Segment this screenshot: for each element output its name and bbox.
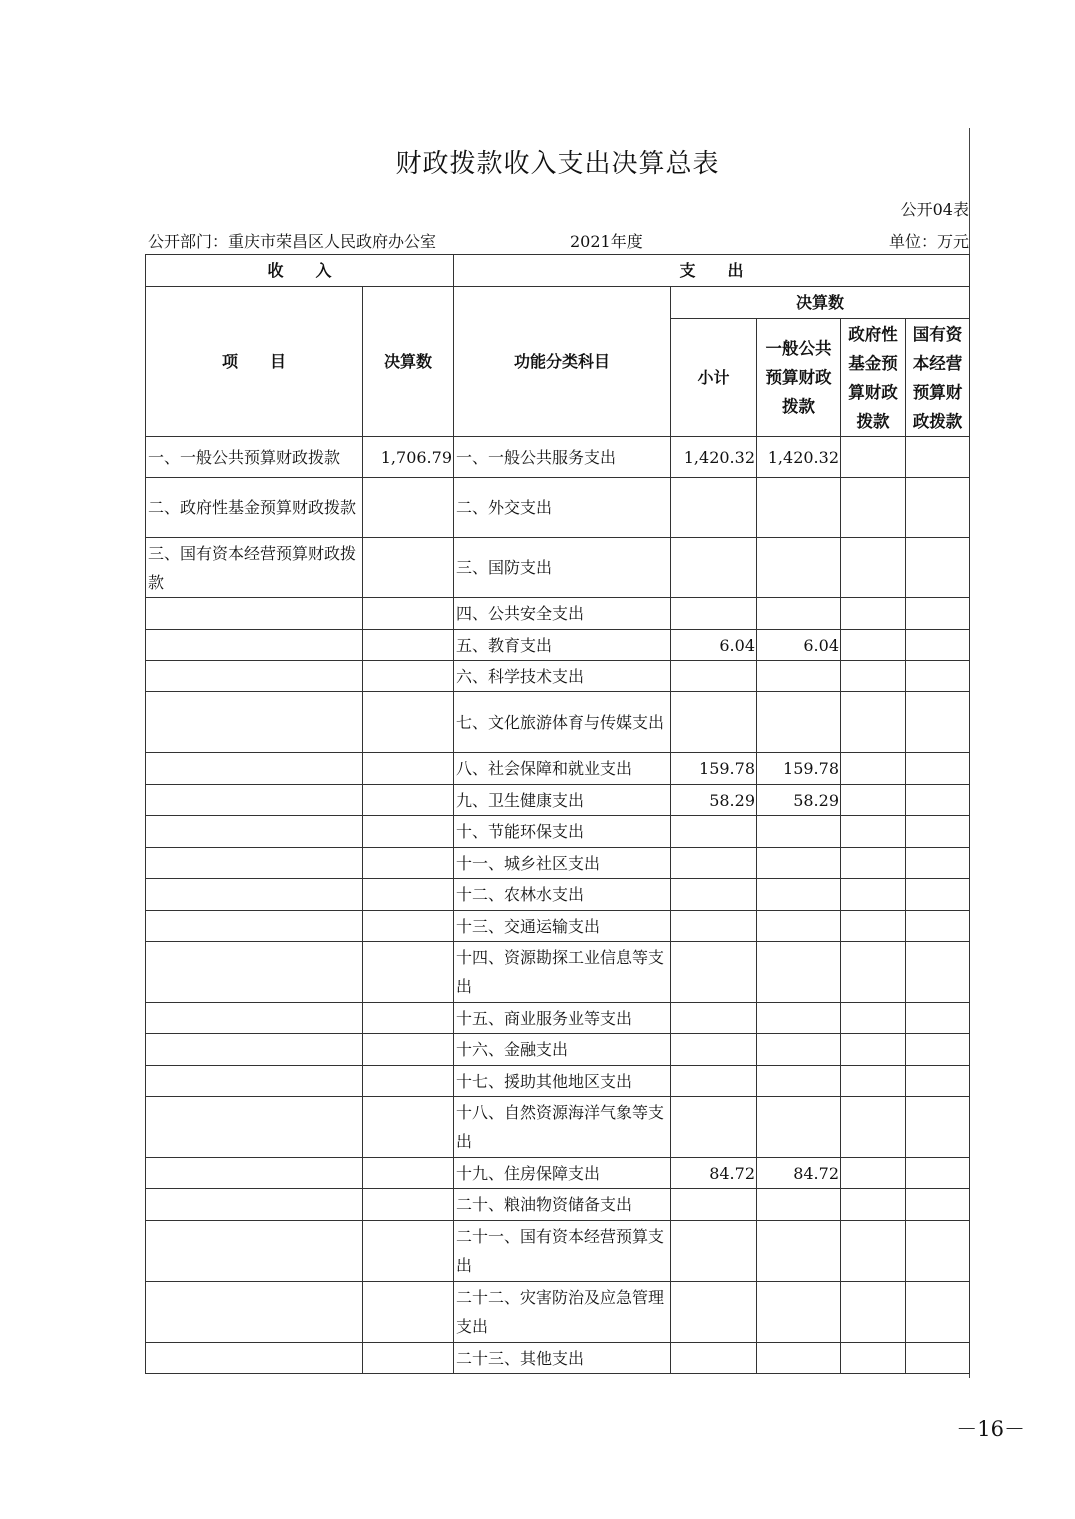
func-category-cell: 十、节能环保支出 [454,816,671,848]
subtotal-cell [671,538,757,598]
page-number: －16－ [956,1417,1025,1441]
table-row [146,1282,970,1343]
gov-fund-cell [841,848,906,879]
state-capital-cell [906,879,970,911]
func-category-cell: 十四、资源勘探工业信息等支出 [454,942,671,1003]
table-row [146,1189,970,1221]
gov-fund-cell [841,1158,906,1189]
amount-header: 决算数 [363,287,454,437]
gov-fund-cell [841,437,906,478]
subtotal-cell [671,1343,757,1374]
general-budget-cell: 159.78 [757,753,841,785]
subtotal-cell [671,1189,757,1221]
subtotal-cell [671,1097,757,1158]
state-capital-cell [906,848,970,879]
income-amount-cell [363,753,454,785]
income-item-cell [146,911,363,942]
table-row [146,478,970,538]
table-row [146,1343,970,1374]
gov-fund-cell [841,1097,906,1158]
func-category-cell: 七、文化旅游体育与传媒支出 [454,692,671,753]
income-item-cell [146,942,363,1003]
subtotal-cell: 58.29 [671,785,757,816]
table-row [146,848,970,879]
income-amount-cell [363,1158,454,1189]
state-capital-cell [906,1343,970,1374]
general-budget-cell: 1,420.32 [757,437,841,478]
subtotal-cell: 1,420.32 [671,437,757,478]
table-row [146,692,970,753]
state-capital-cell [906,692,970,753]
state-capital-cell [906,1034,970,1066]
subtotal-cell [671,848,757,879]
state-capital-cell [906,1003,970,1034]
income-amount-cell [363,1343,454,1374]
income-amount-cell [363,598,454,630]
income-item-cell [146,1343,363,1374]
department-label: 公开部门：重庆市荣昌区人民政府办公室 [148,232,437,251]
func-category-cell: 八、社会保障和就业支出 [454,753,671,785]
table-row [146,785,970,816]
general-budget-cell [757,1189,841,1221]
func-category-cell: 二、外交支出 [454,478,671,538]
state-capital-cell [906,1282,970,1343]
income-amount-cell: 1,706.79 [363,437,454,478]
income-amount-cell [363,478,454,538]
income-amount-cell [363,848,454,879]
income-amount-cell [363,1097,454,1158]
general-budget-cell [757,1343,841,1374]
income-item-cell [146,1282,363,1343]
unit-label: 单位：万元 [888,232,969,251]
income-amount-cell [363,879,454,911]
func-category-cell: 二十、粮油物资储备支出 [454,1189,671,1221]
table-row [146,598,970,630]
table-row [146,1003,970,1034]
general-budget-cell [757,1066,841,1097]
general-budget-cell [757,1221,841,1282]
income-item-cell [146,1003,363,1034]
table-row [146,911,970,942]
table-row [146,753,970,785]
state-capital-cell [906,942,970,1003]
gov-fund-cell [841,661,906,692]
state-capital-cell [906,1066,970,1097]
gov-fund-cell [841,816,906,848]
income-item-cell [146,1066,363,1097]
income-amount-cell [363,1221,454,1282]
general-budget-header: 一般公共预算财政拨款 [757,319,841,437]
state-capital-cell [906,598,970,630]
general-budget-cell [757,942,841,1003]
state-capital-cell [906,437,970,478]
general-budget-cell [757,911,841,942]
table-row [146,1097,970,1158]
subtotal-cell: 6.04 [671,630,757,661]
item-header: 项 目 [146,287,363,437]
subtotal-cell [671,816,757,848]
general-budget-cell: 6.04 [757,630,841,661]
income-item-cell [146,1189,363,1221]
gov-fund-cell [841,1034,906,1066]
func-category-cell: 三、国防支出 [454,538,671,598]
subtotal-cell [671,598,757,630]
income-amount-cell [363,538,454,598]
state-capital-cell [906,661,970,692]
income-item-cell [146,1158,363,1189]
income-item-cell [146,692,363,753]
table-row [146,538,970,598]
general-budget-cell [757,816,841,848]
income-amount-cell [363,785,454,816]
gov-fund-cell [841,692,906,753]
subtotal-cell [671,942,757,1003]
table-row [146,1158,970,1189]
income-item-cell [146,1097,363,1158]
income-item-cell [146,1034,363,1066]
income-item-cell [146,816,363,848]
income-amount-cell [363,1066,454,1097]
gov-fund-cell [841,785,906,816]
func-category-cell: 二十二、灾害防治及应急管理支出 [454,1282,671,1343]
general-budget-cell [757,1034,841,1066]
state-capital-cell [906,1097,970,1158]
func-category-header: 功能分类科目 [454,287,671,437]
func-category-cell: 十六、金融支出 [454,1034,671,1066]
subtotal-header: 小计 [671,319,757,437]
income-amount-cell [363,911,454,942]
final-amount-header: 决算数 [671,287,970,319]
income-item-cell [146,661,363,692]
general-budget-cell: 84.72 [757,1158,841,1189]
func-category-cell: 十五、商业服务业等支出 [454,1003,671,1034]
table-row [146,942,970,1003]
table-row [146,630,970,661]
general-budget-cell [757,692,841,753]
subtotal-cell [671,661,757,692]
state-capital-cell [906,1189,970,1221]
general-budget-cell [757,1003,841,1034]
general-budget-cell [757,661,841,692]
gov-fund-cell [841,1066,906,1097]
state-capital-cell [906,1221,970,1282]
income-item-cell [146,753,363,785]
gov-fund-cell [841,753,906,785]
subtotal-cell [671,879,757,911]
income-amount-cell [363,1282,454,1343]
state-capital-cell [906,1158,970,1189]
general-budget-cell [757,1282,841,1343]
income-item-cell [146,1221,363,1282]
table-number: 公开04表 [900,200,969,219]
year-label: 2021年度 [570,232,643,251]
func-category-cell: 十三、交通运输支出 [454,911,671,942]
table-row [146,1221,970,1282]
table-row [146,1034,970,1066]
income-amount-cell [363,1003,454,1034]
general-budget-cell [757,538,841,598]
income-amount-cell [363,1034,454,1066]
func-category-cell: 六、科学技术支出 [454,661,671,692]
gov-fund-cell [841,1221,906,1282]
income-item-cell [146,879,363,911]
gov-fund-cell [841,942,906,1003]
subtotal-cell [671,911,757,942]
income-item-cell [146,785,363,816]
income-amount-cell [363,942,454,1003]
gov-fund-cell [841,538,906,598]
func-category-cell: 十九、住房保障支出 [454,1158,671,1189]
state-capital-cell [906,911,970,942]
gov-fund-cell [841,1003,906,1034]
subtotal-cell [671,1221,757,1282]
income-item-cell [146,598,363,630]
gov-fund-cell [841,911,906,942]
func-category-cell: 二十一、国有资本经营预算支出 [454,1221,671,1282]
subtotal-cell [671,1066,757,1097]
func-category-cell: 九、卫生健康支出 [454,785,671,816]
gov-fund-cell [841,478,906,538]
gov-fund-cell [841,879,906,911]
general-budget-cell: 58.29 [757,785,841,816]
general-budget-cell [757,879,841,911]
gov-fund-header: 政府性基金预算财政拨款 [841,319,906,437]
subtotal-cell [671,1282,757,1343]
income-item-cell [146,630,363,661]
table-row [146,1066,970,1097]
subtotal-cell [671,1003,757,1034]
subtotal-cell: 84.72 [671,1158,757,1189]
income-amount-cell [363,630,454,661]
gov-fund-cell [841,630,906,661]
subtotal-cell: 159.78 [671,753,757,785]
state-capital-cell [906,753,970,785]
state-capital-cell [906,785,970,816]
income-amount-cell [363,661,454,692]
subtotal-cell [671,478,757,538]
func-category-cell: 十二、农林水支出 [454,879,671,911]
general-budget-cell [757,1097,841,1158]
func-category-cell: 四、公共安全支出 [454,598,671,630]
func-category-cell: 一、一般公共服务支出 [454,437,671,478]
gov-fund-cell [841,1343,906,1374]
general-budget-cell [757,598,841,630]
state-capital-header: 国有资本经营预算财政拨款 [906,319,970,437]
state-capital-cell [906,478,970,538]
func-category-cell: 十八、自然资源海洋气象等支出 [454,1097,671,1158]
income-item-cell: 二、政府性基金预算财政拨款 [146,478,363,538]
income-item-cell: 三、国有资本经营预算财政拨款 [146,538,363,598]
gov-fund-cell [841,1282,906,1343]
gov-fund-cell [841,1189,906,1221]
income-amount-cell [363,816,454,848]
gov-fund-cell [841,598,906,630]
state-capital-cell [906,630,970,661]
func-category-cell: 五、教育支出 [454,630,671,661]
func-category-cell: 十一、城乡社区支出 [454,848,671,879]
table-row [146,816,970,848]
income-amount-cell [363,692,454,753]
subtotal-cell [671,1034,757,1066]
func-category-cell: 十七、援助其他地区支出 [454,1066,671,1097]
table-row [146,879,970,911]
page-title: 财政拨款收入支出决算总表 [395,149,720,179]
income-header: 收 入 [146,255,454,287]
state-capital-cell [906,538,970,598]
expense-header: 支 出 [454,255,970,287]
table-row [146,661,970,692]
state-capital-cell [906,816,970,848]
income-item-cell: 一、一般公共预算财政拨款 [146,437,363,478]
income-item-cell [146,848,363,879]
general-budget-cell [757,478,841,538]
budget-table [145,254,970,1374]
income-amount-cell [363,1189,454,1221]
subtotal-cell [671,692,757,753]
func-category-cell: 二十三、其他支出 [454,1343,671,1374]
general-budget-cell [757,848,841,879]
table-row [146,437,970,478]
